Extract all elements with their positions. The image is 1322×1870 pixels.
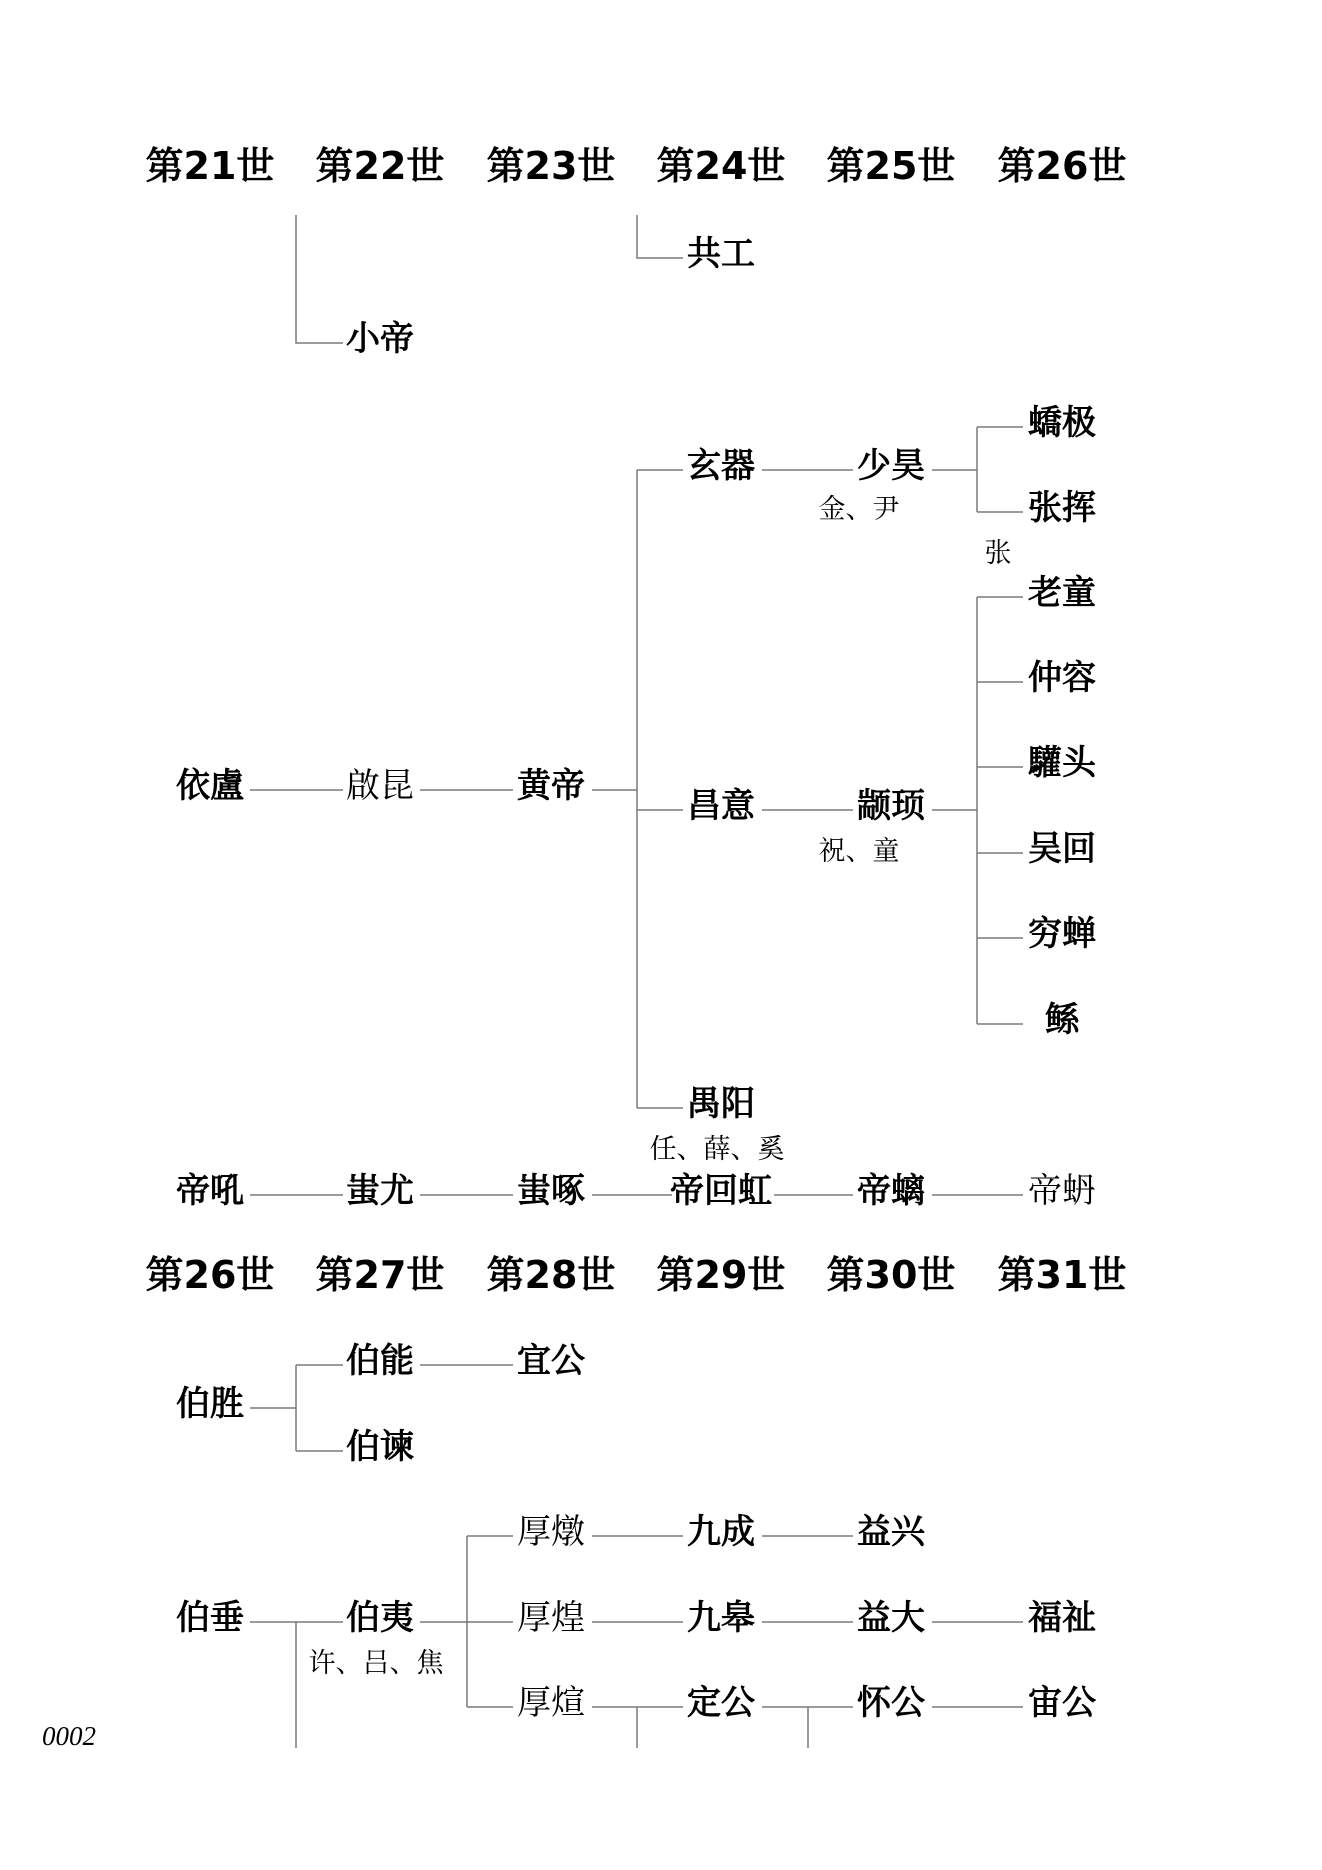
person-name: 伯垂 bbox=[176, 1598, 244, 1638]
person-name: 仲容 bbox=[1028, 658, 1096, 698]
person-name: 禺阳 bbox=[687, 1084, 755, 1124]
person-name: 宙公 bbox=[1028, 1683, 1096, 1723]
person-name: 伯胜 bbox=[176, 1384, 244, 1424]
person-name: 小帝 bbox=[346, 319, 414, 359]
generation-header: 第29世 bbox=[656, 1253, 786, 1297]
generation-header-row-2 bbox=[146, 1253, 1127, 1297]
person-name: 益兴 bbox=[857, 1512, 925, 1552]
surname-notes bbox=[309, 494, 1012, 1679]
connector bbox=[296, 215, 343, 343]
person-name: 老童 bbox=[1028, 573, 1096, 613]
generation-header: 第24世 bbox=[656, 144, 786, 188]
person-name: 黄帝 bbox=[517, 766, 585, 806]
person-name: 蟜极 bbox=[1028, 403, 1096, 443]
person-name: 帝螭 bbox=[857, 1171, 925, 1211]
generation-header: 第26世 bbox=[997, 144, 1127, 188]
person-name: 少昊 bbox=[857, 446, 925, 486]
person-name: 厚燉 bbox=[517, 1512, 585, 1552]
person-name: 昌意 bbox=[687, 786, 755, 826]
generation-header: 第30世 bbox=[826, 1253, 956, 1297]
surname-note: 金、尹 bbox=[818, 494, 900, 525]
person-name: 啟昆 bbox=[346, 766, 414, 806]
person-name: 驩头 bbox=[1028, 743, 1096, 783]
surname-note: 许、吕、焦 bbox=[308, 1648, 444, 1679]
page-number: 0002 bbox=[42, 1721, 96, 1751]
person-name: 张挥 bbox=[1028, 488, 1096, 528]
person-name: 益大 bbox=[857, 1598, 925, 1638]
generation-header: 第23世 bbox=[486, 144, 616, 188]
person-name: 帝蚒 bbox=[1028, 1171, 1096, 1211]
person-name: 伯夷 bbox=[346, 1598, 414, 1638]
person-name: 蚩尤 bbox=[346, 1171, 414, 1211]
generation-header-row-1 bbox=[146, 144, 1127, 188]
person-name: 厚煊 bbox=[517, 1683, 585, 1723]
person-name: 宜公 bbox=[517, 1341, 585, 1381]
person-name: 厚煌 bbox=[517, 1598, 585, 1638]
person-name: 福祉 bbox=[1028, 1598, 1096, 1638]
person-name: 伯谏 bbox=[346, 1427, 414, 1467]
person-name: 穷蝉 bbox=[1028, 914, 1096, 954]
person-name: 伯能 bbox=[346, 1341, 414, 1381]
connector bbox=[637, 215, 683, 258]
generation-header: 第25世 bbox=[826, 144, 956, 188]
person-name: 鲧 bbox=[1045, 1000, 1079, 1040]
generation-header: 第21世 bbox=[145, 144, 275, 188]
surname-note: 张 bbox=[984, 538, 1012, 569]
person-name: 九皋 bbox=[687, 1598, 755, 1638]
person-name: 颛顼 bbox=[857, 786, 925, 826]
person-name: 共工 bbox=[687, 234, 755, 274]
person-name: 帝吼 bbox=[176, 1171, 244, 1211]
person-name: 怀公 bbox=[857, 1683, 925, 1723]
person-name: 依盧 bbox=[176, 766, 244, 806]
person-name: 九成 bbox=[687, 1512, 755, 1552]
generation-header: 第22世 bbox=[315, 144, 445, 188]
person-name: 玄器 bbox=[687, 446, 755, 486]
surname-note: 任、薛、奚 bbox=[649, 1134, 785, 1165]
person-name: 蚩啄 bbox=[517, 1171, 585, 1211]
person-name: 吴回 bbox=[1028, 829, 1096, 869]
generation-header: 第26世 bbox=[145, 1253, 275, 1297]
person-name: 定公 bbox=[687, 1683, 755, 1723]
generation-header: 第31世 bbox=[997, 1253, 1127, 1297]
generation-header: 第28世 bbox=[486, 1253, 616, 1297]
generation-header: 第27世 bbox=[315, 1253, 445, 1297]
surname-note: 祝、童 bbox=[818, 836, 900, 867]
person-name: 帝回虹 bbox=[670, 1171, 772, 1211]
